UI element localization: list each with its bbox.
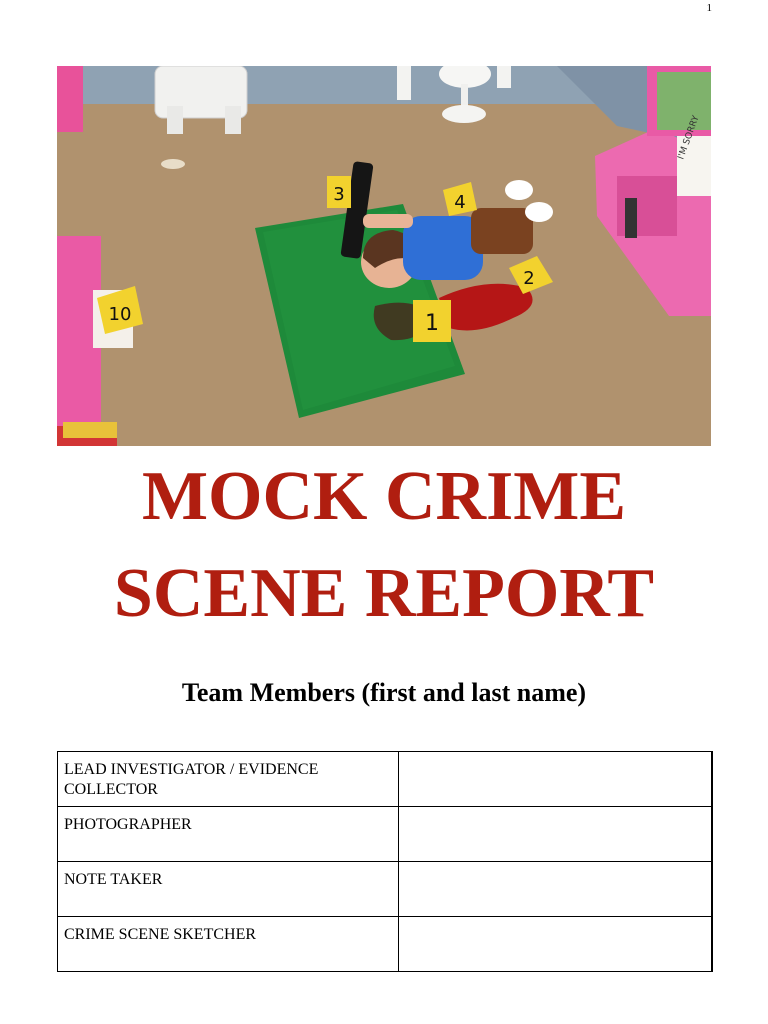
name-field[interactable]	[399, 862, 712, 917]
report-title-line-2: SCENE REPORT	[113, 555, 655, 632]
svg-text:2: 2	[523, 268, 535, 289]
evidence-marker-3	[327, 176, 351, 208]
name-field[interactable]	[399, 917, 712, 972]
table-row	[58, 752, 713, 807]
role-label: PHOTOGRAPHER	[58, 807, 399, 862]
report-title-line-1: MOCK CRIME	[141, 458, 627, 535]
table-row	[58, 917, 713, 972]
svg-text:4: 4	[454, 192, 466, 213]
role-label: CRIME SCENE SKETCHER	[58, 917, 399, 972]
svg-text:10: 10	[108, 304, 132, 325]
crime-scene-illustration	[57, 66, 711, 446]
name-field[interactable]	[399, 752, 712, 807]
crime-scene-photo	[57, 66, 711, 446]
svg-text:1: 1	[425, 311, 439, 336]
team-members-heading: Team Members (first and last name)	[181, 678, 587, 707]
evidence-marker-1	[413, 300, 451, 342]
table-row	[58, 807, 713, 862]
team-members-table	[57, 751, 713, 972]
name-field[interactable]	[399, 807, 712, 862]
page-number: 1	[706, 2, 712, 14]
role-label: NOTE TAKER	[58, 862, 399, 917]
table-row	[58, 862, 713, 917]
svg-text:3: 3	[333, 184, 345, 205]
role-label: LEAD INVESTIGATOR / EVIDENCE COLLECTOR	[58, 752, 399, 807]
svg-text:I'M SORRY: I'M SORRY	[676, 114, 702, 162]
